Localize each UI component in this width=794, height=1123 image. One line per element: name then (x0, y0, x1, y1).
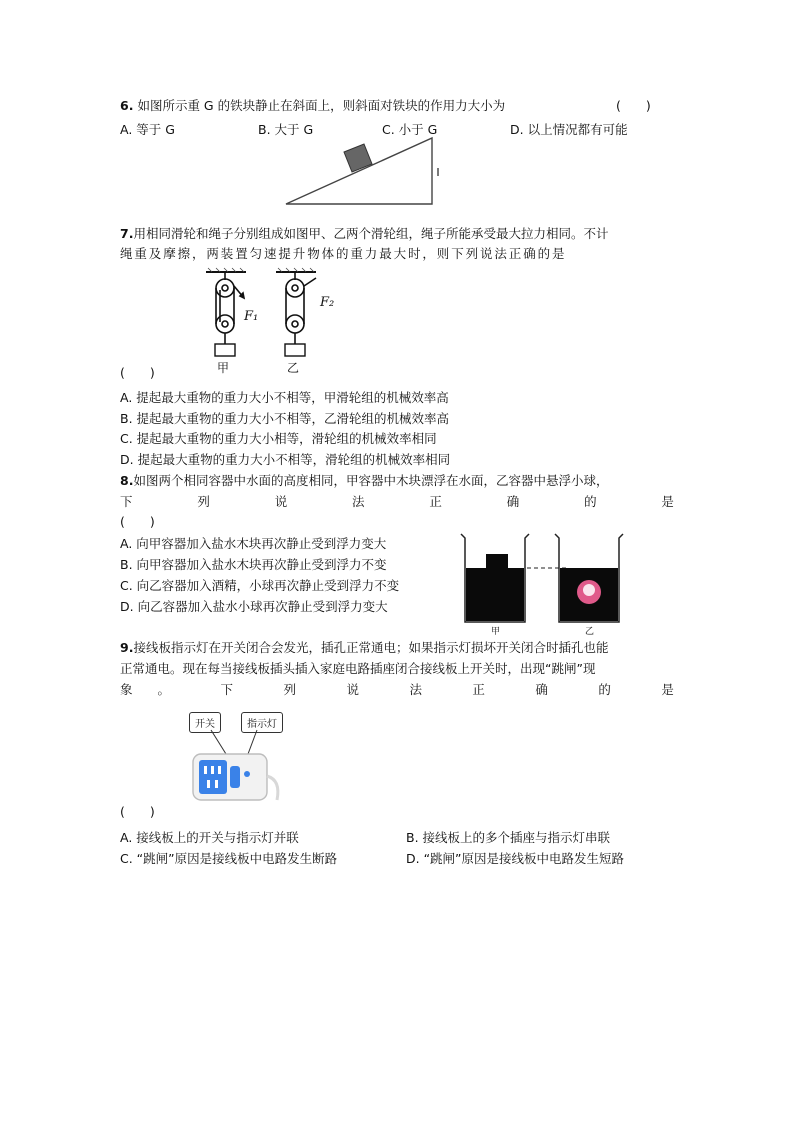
label-f1: F₁ (244, 309, 259, 324)
switch-callout: 开关 (189, 712, 221, 733)
q8-word: 是 (661, 494, 674, 509)
label-jia: 甲 (491, 627, 501, 637)
q8-option-d: D. 向乙容器加入盐水小球再次静止受到浮力变大 (120, 599, 388, 614)
q7-stem-text-1: 用相同滑轮和绳子分别组成如图甲、乙两个滑轮组，绳子所能承受最大拉力相同。不计 (133, 226, 609, 241)
q6-number: 6. (120, 98, 134, 113)
q8-option-c: C. 向乙容器加入酒精，小球再次静止受到浮力不变 (120, 578, 400, 593)
label-f2: F₂ (320, 295, 335, 310)
q9-word: 列 (283, 682, 296, 697)
q8-word: 正 (429, 494, 442, 509)
q8-option-a: A. 向甲容器加入盐水木块再次静止受到浮力变大 (120, 536, 387, 551)
q6-answer-bracket: ( ) (616, 98, 651, 113)
q7-number: 7. (120, 226, 134, 241)
q7-option-c: C. 提起最大重物的重力大小相等，滑轮组的机械效率相同 (120, 431, 437, 446)
q8-number: 8. (120, 473, 134, 488)
pulley-system-jia (215, 272, 244, 356)
indicator-light (244, 771, 250, 777)
q7-stem-line2: 绳重及摩擦，两装置匀速提升物体的重力最大时，则下列说法正确的是 (120, 246, 567, 261)
containers-figure (455, 530, 645, 638)
q6-option-c: C. 小于 G (382, 122, 438, 137)
q8-stem-line1 (120, 473, 608, 489)
q9-word: 的 (598, 682, 611, 697)
pulley-figure (200, 266, 350, 378)
q7-stem-line1 (120, 226, 674, 242)
q8-option-b: B. 向甲容器加入盐水木块再次静止受到浮力不变 (120, 557, 387, 572)
power-strip-drawing (185, 710, 285, 808)
q7-answer-bracket: ( ) (120, 365, 155, 380)
q8-word: 的 (584, 494, 597, 509)
beaker-yi (555, 534, 623, 622)
q8-word: 法 (352, 494, 365, 509)
q7-option-a: A. 提起最大重物的重力大小不相等，甲滑轮组的机械效率高 (120, 390, 449, 405)
q6-option-b: B. 大于 G (258, 122, 314, 137)
q9-number: 9. (120, 640, 134, 655)
q9-option-a: A. 接线板上的开关与指示灯并联 (120, 830, 299, 845)
q7-option-d: D. 提起最大重物的重力大小不相等，滑轮组的机械效率相同 (120, 452, 451, 467)
label-yi: 乙 (585, 627, 595, 637)
q9-option-c: C. “跳闸”原因是接线板中电路发生断路 (120, 851, 338, 866)
q9-word: 法 (409, 682, 422, 697)
q9-option-d: D. “跳闸”原因是接线板中电路发生短路 (406, 851, 625, 866)
q9-options-row1 (120, 828, 680, 844)
beaker-jia (461, 534, 529, 622)
q9-word: 正 (472, 682, 485, 697)
iron-block (344, 144, 372, 172)
water-jia (466, 568, 524, 621)
q8-stem-line2 (120, 494, 674, 510)
q9-stem-line1 (120, 640, 608, 656)
socket-panel (199, 760, 227, 794)
q6-option-a: A. 等于 G (120, 122, 175, 137)
pulley-system-yi (285, 272, 316, 356)
q9-word: 下 (220, 682, 233, 697)
q9-word: 象 。 (120, 682, 171, 697)
q9-stem-line2: 正常通电。现在每当接线板插头插入家庭电路插座闭合接线板上开关时，出现“跳闸”现 (120, 661, 596, 676)
q8-word: 确 (506, 494, 520, 509)
q9-word: 确 (535, 682, 548, 697)
q6-option-d: D. 以上情况都有可能 (510, 122, 628, 137)
q9-option-b: B. 接线板上的多个插座与指示灯串联 (406, 830, 611, 845)
q7-option-b: B. 提起最大重物的重力大小不相等，乙滑轮组的机械效率高 (120, 411, 450, 426)
q6-stem-text: 如图所示重 G 的铁块静止在斜面上，则斜面对铁块的作用力大小为 (137, 98, 506, 113)
q9-options-row2 (120, 849, 680, 865)
q8-word: 说 (274, 494, 288, 509)
q6-stem (120, 98, 505, 114)
q9-answer-bracket: ( ) (120, 804, 155, 819)
wood-block (486, 554, 508, 570)
power-cord (267, 776, 278, 800)
label-jia: 甲 (217, 361, 230, 375)
q8-word: 列 (197, 494, 210, 509)
q9-stem-line3 (120, 682, 674, 698)
label-yi: 乙 (287, 361, 300, 375)
q9-word: 是 (661, 682, 674, 697)
q9-stem-text-1: 接线板指示灯在开关闭合会发光，插孔正常通电；如果指示灯损坏开关闭合时插孔也能 (133, 640, 609, 655)
q8-word: 下 (120, 494, 133, 509)
q8-stem-text-1: 如图两个相同容器中水面的高度相同，甲容器中木块漂浮在水面，乙容器中悬浮小球， (133, 473, 609, 488)
incline-figure (280, 132, 450, 208)
switch-button (230, 766, 240, 788)
q9-word: 说 (346, 682, 359, 697)
power-strip-figure (185, 710, 285, 808)
q8-answer-bracket: ( ) (120, 514, 155, 529)
indicator-callout: 指示灯 (241, 712, 283, 733)
